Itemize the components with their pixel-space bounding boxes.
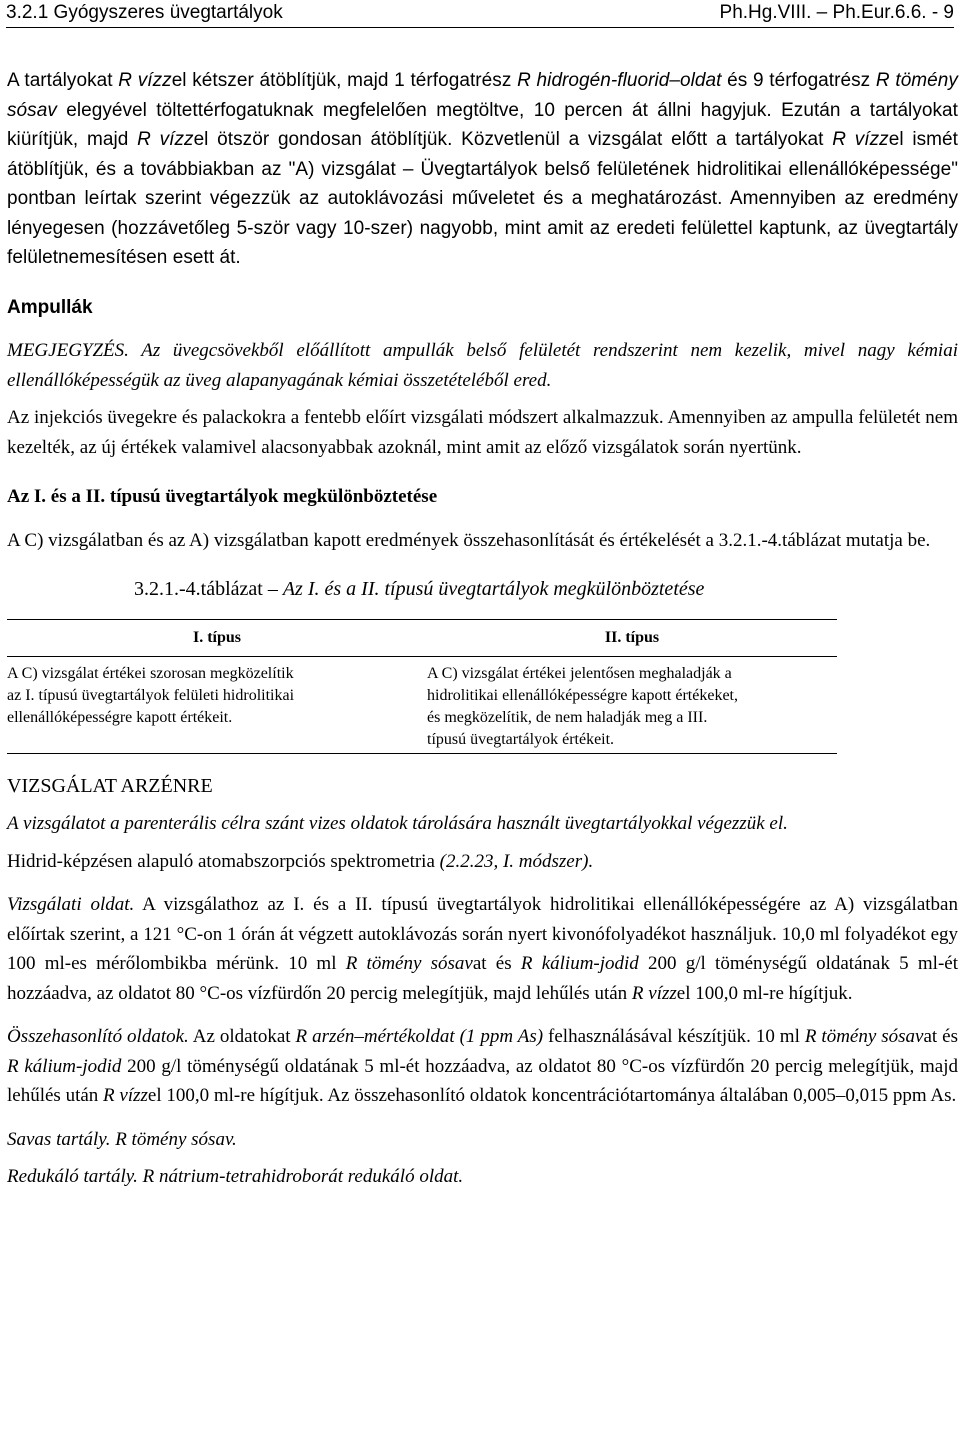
rinse-paragraph: A tartályokat R vízzel kétszer átöblítjük, majd 1 térfogatrész R hidrogén-fluorid–oldat és 9 térfogatrész R tömény sósav elegyével töltettérfogatuknak megfelelően megtöltve, 10 percen át állni hagyjuk. Ezután a tartályokat kiürítjük, majd R vízzel ötször gondosan átöblítjük. Közvetlenül a vizsgálat előtt a tartályokat R vízzel ismét átöblítjük, és a továbbiakban az "A) vizsgálat – Üvegtartályok belső felületének hidrolitikai ellenállóképessége" pontban leírtak szerint végezzük az autoklávozási műveletet és a meghatározást. Amennyiben az eredmény lényegesen (hozzávetőleg 5-ször vagy 10-szer) nagyobb, mint amit az eredeti felülettel kaptunk, az üvegtartály felületnemesítésen esett át. — [7, 70, 958, 268]
section-title: 3.2.1 Gyógyszeres üvegtartályok — [6, 2, 283, 23]
table-caption: 3.2.1.-4.táblázat – Az I. és a II. típusú üvegtartályok megkülönböztetése — [134, 578, 705, 600]
table-header-type-ii: II. típus — [427, 619, 837, 656]
table-cell-type-ii: A C) vizsgálat értékei jelentősen meghaladják a hidrolitikai ellenállóképességre kapott értékeket, és megközelítik, de nem haladják meg a III. típusú üvegtartályok értékeit. — [427, 656, 837, 753]
arzen-intro: A vizsgálatot a parenterális célra szánt vizes oldatok tárolására használt üvegtartályokkal végezzük el. — [7, 813, 788, 834]
page-content — [7, 66, 958, 1192]
types-paragraph: A C) vizsgálatban és az A) vizsgálatban kapott eredmények összehasonlítását és értékelését a 3.2.1.-4.táblázat mutatja be. — [7, 529, 931, 551]
page-header — [6, 0, 954, 28]
arzen-heading: VIZSGÁLAT ARZÉNRE — [7, 774, 213, 797]
reference-solutions-paragraph: Összehasonlító oldatok. Az oldatokat R arzén–mértékoldat (1 ppm As) felhasználásával készítjük. 10 ml R tömény sósavat és R kálium-jodid 200 g/l töménységű oldatának 5 ml-ét hozzáadva, az oldatot 80 °C-os vízfürdőn 20 percig melegítjük, majd lehűlés után R vízzel 100,0 ml-re hígítjuk. Az összehasonlító oldatok koncentrációtartománya általában 0,005–0,015 ppm As. — [7, 1026, 959, 1106]
table-cell-type-i: A C) vizsgálat értékei szorosan megközelítik az I. típusú üvegtartályok felületi hidrolitikai ellenállóképességre kapott értékeit. — [7, 656, 427, 753]
comparison-table — [7, 619, 837, 754]
reducing-vessel: Redukáló tartály. R nátrium-tetrahidroborát redukáló oldat. — [7, 1166, 464, 1187]
acid-vessel: Savas tartály. R tömény sósav. — [7, 1128, 237, 1150]
arzen-method: Hidrid-képzésen alapuló atomabszorpciós spektrometria (2.2.23, I. módszer). — [7, 850, 594, 872]
types-heading: Az I. és a II. típusú üvegtartályok megkülönböztetése — [7, 486, 438, 507]
ampullak-paragraph: Az injekciós üvegekre és palackokra a fentebb előírt vizsgálati módszert alkalmazzuk. Amennyiben az ampulla felületét nem kezelték, az új értékek valamivel alacsonyabbak azoknál, mint amit az előző vizsgálatok során nyertünk. — [7, 407, 958, 458]
ampullak-note: MEGJEGYZÉS. Az üvegcsövekből előállított ampullák belső felületét rendszerint nem kezelik, mivel nagy kémiai ellenállóképességük az üveg alapanyagának kémiai összetételéből ered. — [7, 340, 958, 391]
table-row — [7, 656, 837, 753]
test-solution-paragraph: Vizsgálati oldat. A vizsgálathoz az I. és a II. típusú üvegtartályok hidrolitikai ellenállóképességére az A) vizsgálatban előírtak szerint, a 121 °C-on 1 órán át végzett autoklávozás során nyert kivonófolyadékot használjuk. 10,0 ml folyadékot egy 100 ml-es mérőlombikba mérünk. 10 ml R tömény sósavat és R kálium-jodid 200 g/l töménységű oldatának 5 ml-ét hozzáadva, az oldatot 80 °C-os vízfürdőn 20 percig melegítjük, majd lehűlés után R vízzel 100,0 ml-re hígítjuk. — [7, 894, 958, 1004]
ampullak-heading: Ampullák — [7, 296, 93, 318]
pharmacopoeia-reference: Ph.Hg.VIII. – Ph.Eur.6.6. - 9 — [719, 2, 954, 23]
table-header-row — [7, 619, 837, 656]
table-header-type-i: I. típus — [7, 619, 427, 656]
